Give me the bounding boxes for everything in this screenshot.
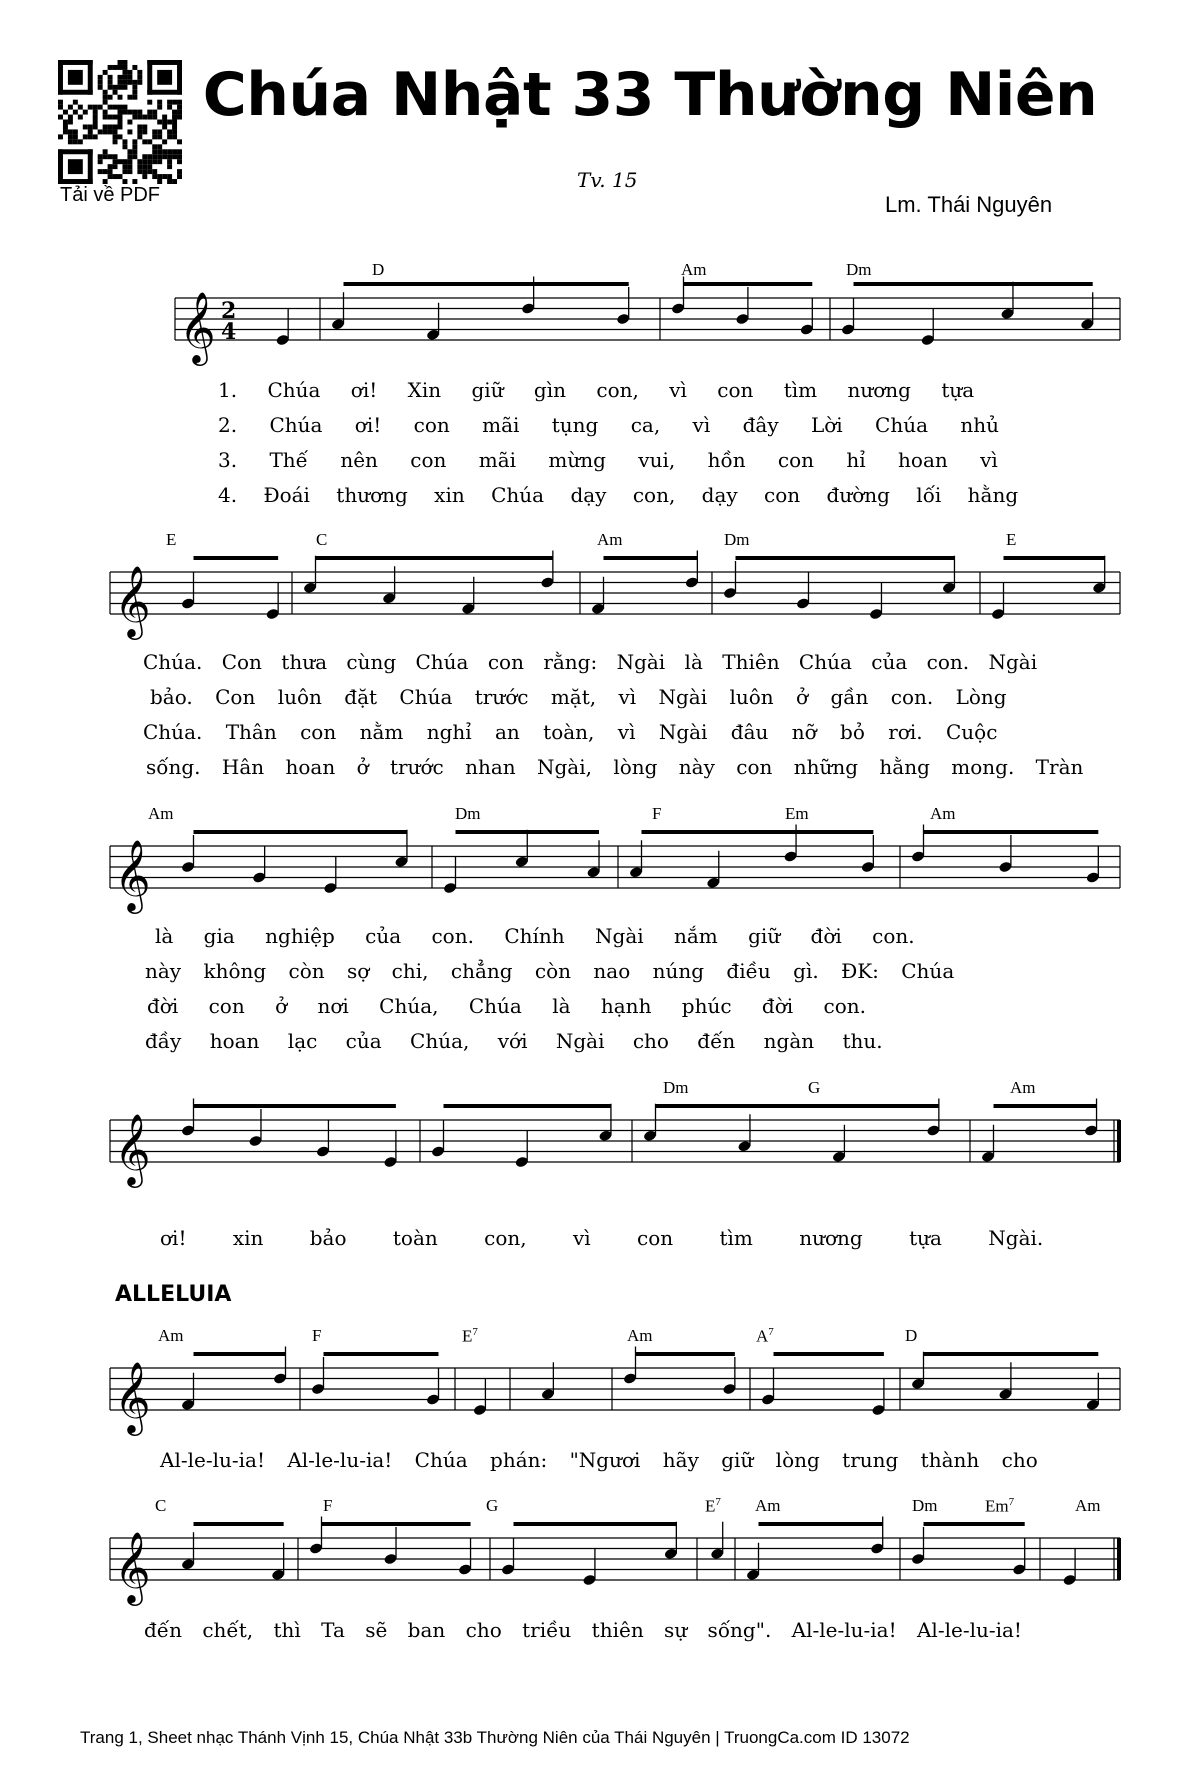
chord-label: F bbox=[323, 1496, 333, 1515]
lyric-line: 2. Chúa ơi! con mãi tụng ca, vì đây Lời Chúa nhủ bbox=[218, 413, 1000, 437]
treble-clef-icon: 𝄞 bbox=[179, 290, 216, 363]
time-signature: 4 bbox=[221, 319, 237, 345]
page-footer: Trang 1, Sheet nhạc Thánh Vịnh 15, Chúa Nhật 33b Thường Niên của Thái Nguyên | TruongCa.com ID 13072 bbox=[80, 1728, 910, 1747]
lyric-line: sống. Hân hoan ở trước nhan Ngài, lòng này con những hằng mong. Tràn bbox=[146, 755, 1084, 779]
chord-label: Dm bbox=[846, 260, 872, 279]
lyric-line: Chúa. Con thưa cùng Chúa con rằng: Ngài là Thiên Chúa của con. Ngài bbox=[143, 650, 1038, 674]
chord-label: F bbox=[652, 804, 662, 823]
chord-label: Dm bbox=[912, 1496, 938, 1515]
lyric-line: đời con ở nơi Chúa, Chúa là hạnh phúc đời con. bbox=[147, 994, 867, 1018]
lyric-line: ơi! xin bảo toàn con, vì con tìm nương tựa Ngài. bbox=[160, 1226, 1044, 1250]
chord-label: G bbox=[486, 1496, 499, 1515]
chord-label: $A^7$ bbox=[756, 1326, 774, 1346]
chord-label: Am bbox=[597, 530, 623, 549]
lyric-line: đầy hoan lạc của Chúa, với Ngài cho đến ngàn thu. bbox=[145, 1029, 883, 1053]
treble-clef-icon: 𝄞 bbox=[114, 838, 151, 911]
chord-label: Am bbox=[1010, 1078, 1036, 1097]
chord-label: Em$^7$ bbox=[985, 1496, 1015, 1516]
chord-label: G bbox=[808, 1078, 821, 1097]
lyric-line: này không còn sợ chi, chẳng còn nao núng điều gì. ĐK: Chúa bbox=[145, 959, 955, 983]
chord-label: D bbox=[372, 260, 385, 279]
lyric-line: 1. Chúa ơi! Xin giữ gìn con, vì con tìm nương tựa bbox=[218, 378, 975, 402]
lyric-line: là gia nghiệp của con. Chính Ngài nắm giữ đời con. bbox=[155, 924, 915, 948]
chord-label: Dm bbox=[455, 804, 481, 823]
final-barline bbox=[1117, 1538, 1121, 1580]
chord-label: Am bbox=[627, 1326, 653, 1345]
chord-label: Em bbox=[785, 804, 809, 823]
chord-label: Dm bbox=[724, 530, 750, 549]
treble-clef-icon: 𝄞 bbox=[114, 1360, 151, 1433]
chord-label: Am bbox=[681, 260, 707, 279]
lyric-line: 3. Thế nên con mãi mừng vui, hồn con hỉ hoan vì bbox=[218, 448, 998, 472]
download-pdf-link[interactable]: Tải về PDF bbox=[60, 184, 161, 206]
chord-label: F bbox=[312, 1326, 322, 1345]
chord-label: Am bbox=[755, 1496, 781, 1515]
lyric-line: đến chết, thì Ta sẽ ban cho triều thiên sự sống". Al-le-lu-ia! Al-le-lu-ia! bbox=[144, 1618, 1022, 1642]
chord-label: $E^7$ bbox=[705, 1496, 721, 1516]
chord-label: E bbox=[1006, 530, 1017, 549]
chord-label: E bbox=[166, 530, 177, 549]
treble-clef-icon: 𝄞 bbox=[114, 1112, 151, 1185]
chord-label: C bbox=[155, 1496, 167, 1515]
lyric-line: bảo. Con luôn đặt Chúa trước mặt, vì Ngài luôn ở gần con. Lòng bbox=[150, 685, 1007, 709]
chord-label: C bbox=[316, 530, 328, 549]
final-barline bbox=[1117, 1120, 1121, 1162]
chord-label: $E^7$ bbox=[462, 1326, 478, 1346]
chord-label: Am bbox=[148, 804, 174, 823]
section-heading-alleluia: ALLELUIA bbox=[115, 1282, 232, 1307]
psalm-reference: Tv. 15 bbox=[577, 168, 638, 192]
composer-name: Lm. Thái Nguyên bbox=[885, 192, 1053, 217]
chord-label: Dm bbox=[663, 1078, 689, 1097]
time-signature: 2 bbox=[221, 298, 237, 324]
page-title: Chúa Nhật 33 Thường Niên bbox=[202, 60, 1098, 130]
chord-label: Am bbox=[1075, 1496, 1101, 1515]
chord-label: D bbox=[905, 1326, 918, 1345]
lyric-line: 4. Đoái thương xin Chúa dạy con, dạy con đường lối hằng bbox=[218, 483, 1019, 507]
chord-label: Am bbox=[930, 804, 956, 823]
lyric-line: Chúa. Thân con nằm nghỉ an toàn, vì Ngài đâu nỡ bỏ rơi. Cuộc bbox=[143, 720, 998, 744]
treble-clef-icon: 𝄞 bbox=[114, 1530, 151, 1603]
lyric-line: Al-le-lu-ia! Al-le-lu-ia! Chúa phán: "Ngươi hãy giữ lòng trung thành cho bbox=[160, 1448, 1038, 1472]
chord-label: Am bbox=[158, 1326, 184, 1345]
treble-clef-icon: 𝄞 bbox=[114, 564, 151, 637]
